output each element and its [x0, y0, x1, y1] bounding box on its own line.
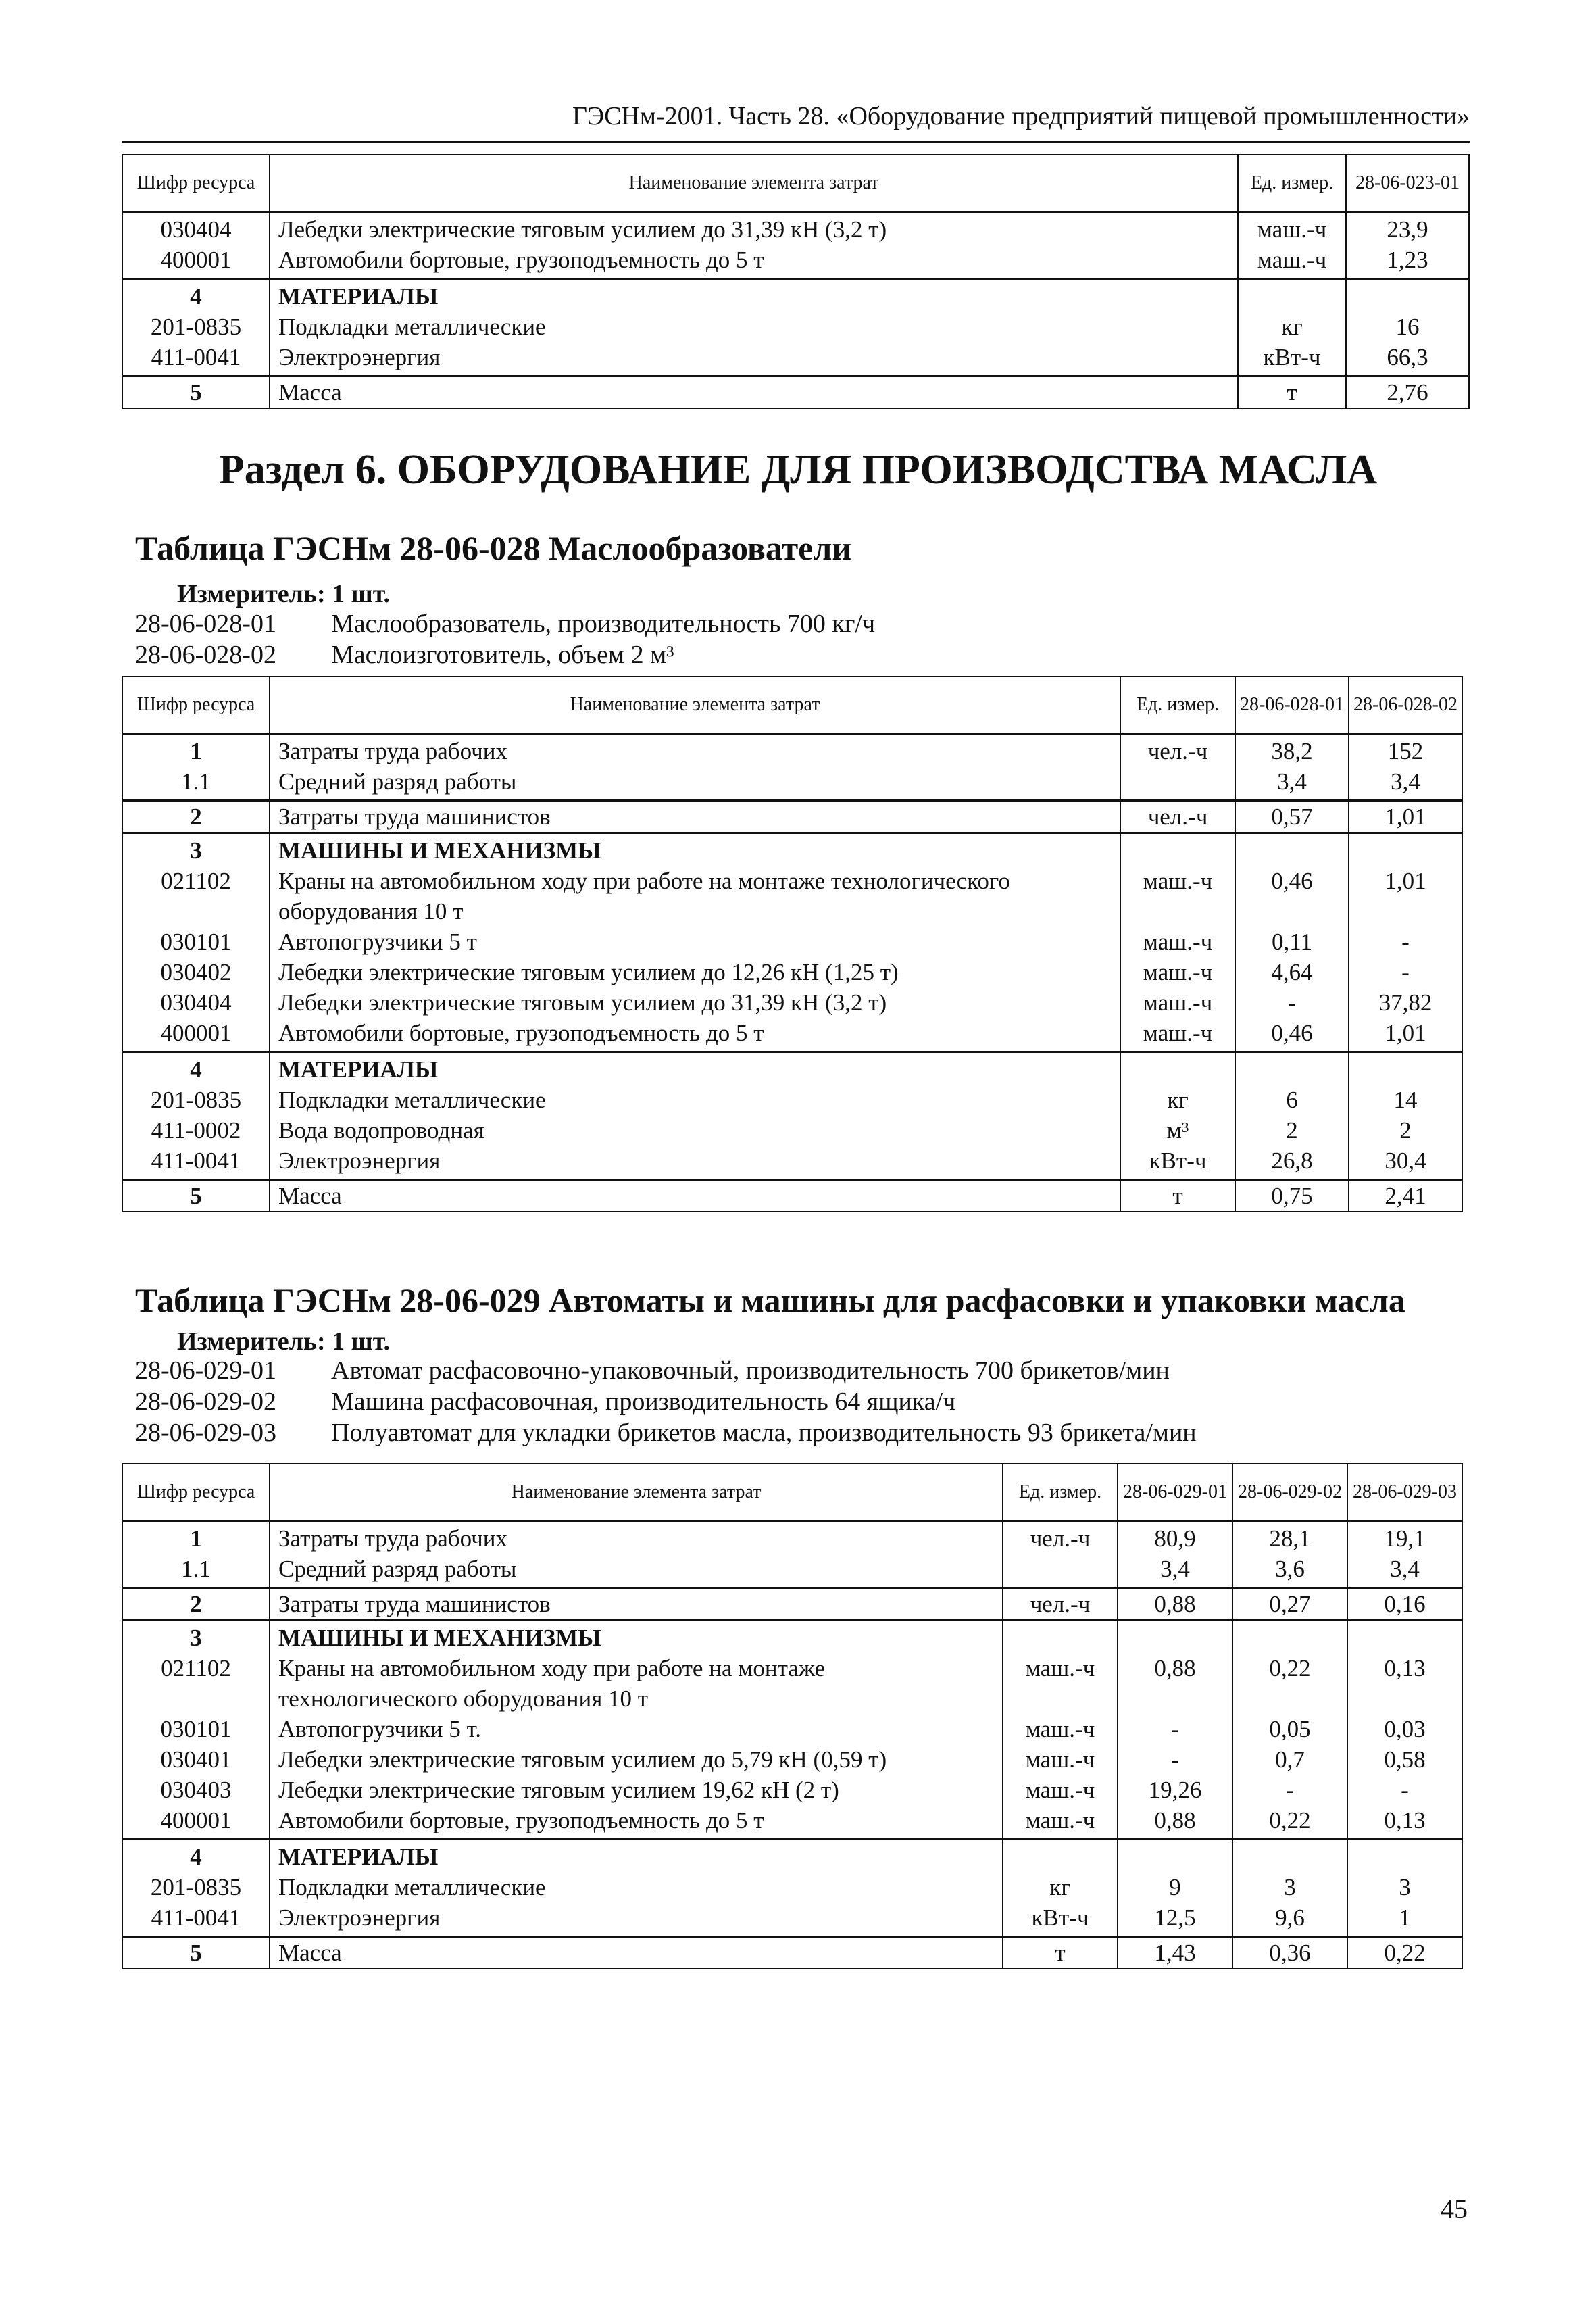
value-cell: 0,46 [1235, 866, 1349, 927]
resource-code: 411-0041 [122, 1146, 270, 1180]
value-cell: 1,43 [1118, 1936, 1232, 1969]
header-name: Наименование элемента затрат [270, 676, 1120, 733]
value-cell [1347, 1620, 1462, 1653]
resource-code: 3 [122, 1620, 270, 1653]
unit-cell: маш.-ч [1120, 1018, 1235, 1052]
resource-name: МАТЕРИАЛЫ [270, 1052, 1120, 1085]
unit-cell: маш.-ч [1238, 245, 1346, 279]
unit-cell: кг [1003, 1872, 1118, 1902]
header-code: Шифр ресурса [122, 676, 270, 733]
value-cell: 3,4 [1349, 766, 1462, 801]
value-cell: 16 [1346, 312, 1469, 342]
resource-name: Затраты труда машинистов [270, 800, 1120, 833]
resource-name: Автомобили бортовые, грузоподъемность до 5 т [270, 1018, 1120, 1052]
value-cell: 152 [1349, 733, 1462, 766]
header-unit: Ед. измер. [1120, 676, 1235, 733]
value-cell [1349, 1052, 1462, 1085]
unit-cell: т [1120, 1179, 1235, 1212]
resource-name: Средний разряд работы [270, 1554, 1003, 1588]
table-row [122, 1775, 1462, 1805]
unit-cell: маш.-ч [1003, 1775, 1118, 1805]
value-cell: 80,9 [1118, 1521, 1232, 1554]
resource-code: 4 [122, 278, 270, 312]
resource-code: 5 [122, 376, 270, 408]
table-row [122, 733, 1462, 766]
resource-code: 4 [122, 1052, 270, 1085]
unit-cell: маш.-ч [1003, 1653, 1118, 1714]
header-name: Наименование элемента затрат [270, 155, 1238, 212]
definition-text: Маслообразователь, производительность 700 кг/ч [331, 610, 876, 638]
value-cell: 1,23 [1346, 245, 1469, 279]
resource-code: 2 [122, 800, 270, 833]
value-cell: 26,8 [1235, 1146, 1349, 1180]
resource-code: 411-0002 [122, 1115, 270, 1146]
resource-code: 400001 [122, 1018, 270, 1052]
header-rule [122, 141, 1470, 143]
value-cell: 3 [1347, 1872, 1462, 1902]
resource-code: 400001 [122, 245, 270, 279]
value-cell [1346, 278, 1469, 312]
unit-cell: чел.-ч [1120, 733, 1235, 766]
resource-code: 030404 [122, 212, 270, 245]
table-028-meter: Измеритель: 1 шт. [177, 580, 391, 608]
resource-name: Лебедки электрические тяговым усилием 19,62 кН (2 т) [270, 1775, 1003, 1805]
unit-cell: маш.-ч [1003, 1714, 1118, 1744]
resource-name: Лебедки электрические тяговым усилием до 31,39 кН (3,2 т) [270, 212, 1238, 245]
value-cell: 19,26 [1118, 1775, 1232, 1805]
table-029 [122, 1463, 1463, 1969]
resource-name: Затраты труда рабочих [270, 733, 1120, 766]
value-cell: 0,88 [1118, 1587, 1232, 1620]
resource-name: МАШИНЫ И МЕХАНИЗМЫ [270, 1620, 1003, 1653]
value-cell [1118, 1620, 1232, 1653]
table-028 [122, 676, 1463, 1212]
resource-name: Подкладки металлические [270, 312, 1238, 342]
unit-cell [1003, 1839, 1118, 1872]
unit-cell: кВт-ч [1003, 1902, 1118, 1937]
table-row [122, 1052, 1462, 1085]
table-row [122, 342, 1469, 376]
value-cell: 1 [1347, 1902, 1462, 1937]
table-row [122, 376, 1469, 408]
unit-cell [1003, 1620, 1118, 1653]
table-body [122, 1521, 1462, 1969]
table-row [122, 1179, 1462, 1212]
value-cell [1347, 1839, 1462, 1872]
resource-code: 5 [122, 1936, 270, 1969]
resource-name: Масса [270, 376, 1238, 408]
value-cell: 0,88 [1118, 1805, 1232, 1840]
value-cell: - [1349, 957, 1462, 987]
table-row [122, 1085, 1462, 1115]
resource-name: МАТЕРИАЛЫ [270, 278, 1238, 312]
value-cell: 0,57 [1235, 800, 1349, 833]
unit-cell: м³ [1120, 1115, 1235, 1146]
section-title: Раздел 6. ОБОРУДОВАНИЕ ДЛЯ ПРОИЗВОДСТВА МАСЛА [218, 447, 1378, 493]
value-cell [1235, 1052, 1349, 1085]
resource-code: 2 [122, 1587, 270, 1620]
value-cell: 3,4 [1118, 1554, 1232, 1588]
resource-code: 1 [122, 733, 270, 766]
unit-cell [1120, 1052, 1235, 1085]
value-cell: 0,11 [1235, 927, 1349, 957]
table-row [122, 312, 1469, 342]
table-row [122, 1744, 1462, 1775]
resource-code: 201-0835 [122, 312, 270, 342]
unit-cell: т [1003, 1936, 1118, 1969]
value-cell: 2,76 [1346, 376, 1469, 408]
definition-text: Полуавтомат для укладки брикетов масла, производительность 93 брикета/мин [331, 1419, 1197, 1447]
unit-cell [1238, 278, 1346, 312]
table-row [122, 1620, 1462, 1653]
unit-cell: маш.-ч [1120, 987, 1235, 1018]
resource-name: Лебедки электрические тяговым усилием до 5,79 кН (0,59 т) [270, 1744, 1003, 1775]
resource-code: 411-0041 [122, 342, 270, 376]
resource-name: Автомобили бортовые, грузоподъемность до 5 т [270, 245, 1238, 279]
value-cell: 0,22 [1232, 1653, 1347, 1714]
unit-cell: кг [1120, 1085, 1235, 1115]
value-cell: - [1118, 1714, 1232, 1744]
value-cell: 2 [1235, 1115, 1349, 1146]
unit-cell: маш.-ч [1120, 866, 1235, 927]
value-cell: - [1349, 927, 1462, 957]
definition-row [135, 639, 875, 670]
value-cell: 0,22 [1347, 1936, 1462, 1969]
resource-name: Подкладки металлические [270, 1872, 1003, 1902]
table-029-title: Таблица ГЭСНм 28-06-029 Автоматы и машины для расфасовки и упаковки масла [135, 1281, 1405, 1319]
value-cell [1118, 1839, 1232, 1872]
value-cell [1349, 833, 1462, 866]
definition-code: 28-06-029-02 [135, 1387, 276, 1416]
value-cell [1232, 1839, 1347, 1872]
table-row [122, 1018, 1462, 1052]
unit-cell: т [1238, 376, 1346, 408]
unit-cell: маш.-ч [1003, 1744, 1118, 1775]
resource-code: 030101 [122, 1714, 270, 1744]
resource-code: 021102 [122, 1653, 270, 1714]
resource-name: Краны на автомобильном ходу при работе на монтаже технологического оборудования 10 т [270, 1653, 1003, 1714]
table-row [122, 245, 1469, 279]
resource-name: Автомобили бортовые, грузоподъемность до 5 т [270, 1805, 1003, 1840]
value-cell: - [1118, 1744, 1232, 1775]
resource-code: 411-0041 [122, 1902, 270, 1937]
header-col-code: 28-06-029-01 [1118, 1464, 1232, 1521]
value-cell: 38,2 [1235, 733, 1349, 766]
definition-text: Машина расфасовочная, производительность 64 ящика/ч [331, 1387, 956, 1416]
header-unit: Ед. измер. [1238, 155, 1346, 212]
table-028-title: Таблица ГЭСНм 28-06-028 Маслообразователи [135, 529, 852, 567]
table-row [122, 1839, 1462, 1872]
header-code: Шифр ресурса [122, 1464, 270, 1521]
resource-code: 3 [122, 833, 270, 866]
value-cell: 0,27 [1232, 1587, 1347, 1620]
definition-code: 28-06-028-02 [135, 641, 276, 669]
table-row [122, 866, 1462, 927]
unit-cell: чел.-ч [1003, 1521, 1118, 1554]
definition-text: Автомат расфасовочно-упаковочный, производительность 700 брикетов/мин [331, 1356, 1170, 1385]
header-col-code: 28-06-028-01 [1235, 676, 1349, 733]
table-029-meter: Измеритель: 1 шт. [177, 1327, 391, 1356]
header-col-code: 28-06-029-03 [1347, 1464, 1462, 1521]
header-col-code: 28-06-028-02 [1349, 676, 1462, 733]
value-cell: 28,1 [1232, 1521, 1347, 1554]
header-unit: Ед. измер. [1003, 1464, 1118, 1521]
value-cell: 2,41 [1349, 1179, 1462, 1212]
definition-row [135, 1417, 1197, 1448]
table-row [122, 212, 1469, 245]
resource-code: 1.1 [122, 1554, 270, 1588]
value-cell: 3,4 [1347, 1554, 1462, 1588]
table-row [122, 1805, 1462, 1840]
resource-code: 400001 [122, 1805, 270, 1840]
unit-cell [1120, 833, 1235, 866]
unit-cell: кг [1238, 312, 1346, 342]
resource-name: Лебедки электрические тяговым усилием до 31,39 кН (3,2 т) [270, 987, 1120, 1018]
resource-name: Электроэнергия [270, 1902, 1003, 1937]
definition-code: 28-06-029-03 [135, 1419, 276, 1447]
resource-code: 1 [122, 1521, 270, 1554]
header-col-code: 28-06-029-02 [1232, 1464, 1347, 1521]
value-cell: 0,22 [1232, 1805, 1347, 1840]
resource-code: 030401 [122, 1744, 270, 1775]
table-028-definitions [135, 608, 875, 670]
value-cell: 30,4 [1349, 1146, 1462, 1180]
page-number: 45 [1441, 2194, 1468, 2224]
definition-row [135, 608, 875, 639]
table-prev-continued [122, 154, 1470, 409]
resource-name: МАШИНЫ И МЕХАНИЗМЫ [270, 833, 1120, 866]
unit-cell: кВт-ч [1238, 342, 1346, 376]
table-row [122, 1936, 1462, 1969]
table-row [122, 987, 1462, 1018]
table-row [122, 957, 1462, 987]
value-cell: - [1347, 1775, 1462, 1805]
value-cell: 1,01 [1349, 1018, 1462, 1052]
table-row [122, 1521, 1462, 1554]
unit-cell: маш.-ч [1120, 927, 1235, 957]
value-cell: 4,64 [1235, 957, 1349, 987]
table-row [122, 1587, 1462, 1620]
table-row [122, 766, 1462, 801]
value-cell: - [1232, 1775, 1347, 1805]
value-cell: 3 [1232, 1872, 1347, 1902]
resource-name: МАТЕРИАЛЫ [270, 1839, 1003, 1872]
table-row [122, 278, 1469, 312]
value-cell: 0,16 [1347, 1587, 1462, 1620]
value-cell: 1,01 [1349, 800, 1462, 833]
value-cell: 1,01 [1349, 866, 1462, 927]
resource-name: Автопогрузчики 5 т [270, 927, 1120, 957]
resource-name: Электроэнергия [270, 342, 1238, 376]
value-cell: 0,88 [1118, 1653, 1232, 1714]
unit-cell: маш.-ч [1238, 212, 1346, 245]
value-cell: 9,6 [1232, 1902, 1347, 1937]
table-body [122, 212, 1469, 408]
table-029-definitions [135, 1355, 1197, 1448]
value-cell: 6 [1235, 1085, 1349, 1115]
value-cell: 0,05 [1232, 1714, 1347, 1744]
resource-code: 5 [122, 1179, 270, 1212]
resource-code: 030402 [122, 957, 270, 987]
value-cell: 19,1 [1347, 1521, 1462, 1554]
table-row [122, 927, 1462, 957]
value-cell [1235, 833, 1349, 866]
resource-table [122, 676, 1463, 1212]
definition-text: Маслоизготовитель, объем 2 м³ [331, 641, 674, 669]
resource-name: Автопогрузчики 5 т. [270, 1714, 1003, 1744]
resource-name: Средний разряд работы [270, 766, 1120, 801]
value-cell: 0,13 [1347, 1653, 1462, 1714]
resource-name: Затраты труда рабочих [270, 1521, 1003, 1554]
resource-name: Вода водопроводная [270, 1115, 1120, 1146]
header-code: Шифр ресурса [122, 155, 270, 212]
value-cell: 3,4 [1235, 766, 1349, 801]
value-cell: 9 [1118, 1872, 1232, 1902]
value-cell: 3,6 [1232, 1554, 1347, 1588]
table-row [122, 833, 1462, 866]
table-row [122, 1714, 1462, 1744]
resource-code: 030101 [122, 927, 270, 957]
value-cell: - [1235, 987, 1349, 1018]
value-cell: 12,5 [1118, 1902, 1232, 1937]
resource-name: Краны на автомобильном ходу при работе на монтаже технологического оборудования 10 т [270, 866, 1120, 927]
definition-row [135, 1355, 1197, 1386]
resource-name: Масса [270, 1179, 1120, 1212]
resource-code: 030404 [122, 987, 270, 1018]
value-cell: 2 [1349, 1115, 1462, 1146]
table-row [122, 800, 1462, 833]
resource-name: Подкладки металлические [270, 1085, 1120, 1115]
definition-code: 28-06-029-01 [135, 1356, 276, 1385]
definition-row [135, 1386, 1197, 1417]
table-row [122, 1554, 1462, 1588]
value-cell: 0,58 [1347, 1744, 1462, 1775]
value-cell: 0,46 [1235, 1018, 1349, 1052]
unit-cell [1120, 766, 1235, 801]
resource-name: Затраты труда машинистов [270, 1587, 1003, 1620]
resource-name: Электроэнергия [270, 1146, 1120, 1180]
definition-code: 28-06-028-01 [135, 610, 276, 638]
unit-cell [1003, 1554, 1118, 1588]
value-cell: 0,75 [1235, 1179, 1349, 1212]
table-row [122, 1115, 1462, 1146]
unit-cell: чел.-ч [1003, 1587, 1118, 1620]
resource-table [122, 154, 1470, 409]
value-cell: 23,9 [1346, 212, 1469, 245]
resource-code: 201-0835 [122, 1872, 270, 1902]
value-cell [1232, 1620, 1347, 1653]
value-cell: 0,36 [1232, 1936, 1347, 1969]
table-row [122, 1902, 1462, 1937]
unit-cell: маш.-ч [1120, 957, 1235, 987]
table-row [122, 1146, 1462, 1180]
resource-name: Масса [270, 1936, 1003, 1969]
resource-code: 1.1 [122, 766, 270, 801]
resource-code: 4 [122, 1839, 270, 1872]
table-row [122, 1872, 1462, 1902]
resource-table [122, 1463, 1463, 1969]
value-cell: 0,03 [1347, 1714, 1462, 1744]
value-cell: 14 [1349, 1085, 1462, 1115]
unit-cell: маш.-ч [1003, 1805, 1118, 1840]
table-body [122, 733, 1462, 1212]
resource-code: 030403 [122, 1775, 270, 1805]
header-col-code: 28-06-023-01 [1346, 155, 1469, 212]
header-name: Наименование элемента затрат [270, 1464, 1003, 1521]
value-cell: 0,7 [1232, 1744, 1347, 1775]
value-cell: 37,82 [1349, 987, 1462, 1018]
running-header: ГЭСНм-2001. Часть 28. «Оборудование предприятий пищевой промышленности» [572, 102, 1470, 130]
value-cell: 66,3 [1346, 342, 1469, 376]
resource-code: 021102 [122, 866, 270, 927]
unit-cell: кВт-ч [1120, 1146, 1235, 1180]
resource-name: Лебедки электрические тяговым усилием до 12,26 кН (1,25 т) [270, 957, 1120, 987]
unit-cell: чел.-ч [1120, 800, 1235, 833]
value-cell: 0,13 [1347, 1805, 1462, 1840]
table-row [122, 1653, 1462, 1714]
resource-code: 201-0835 [122, 1085, 270, 1115]
